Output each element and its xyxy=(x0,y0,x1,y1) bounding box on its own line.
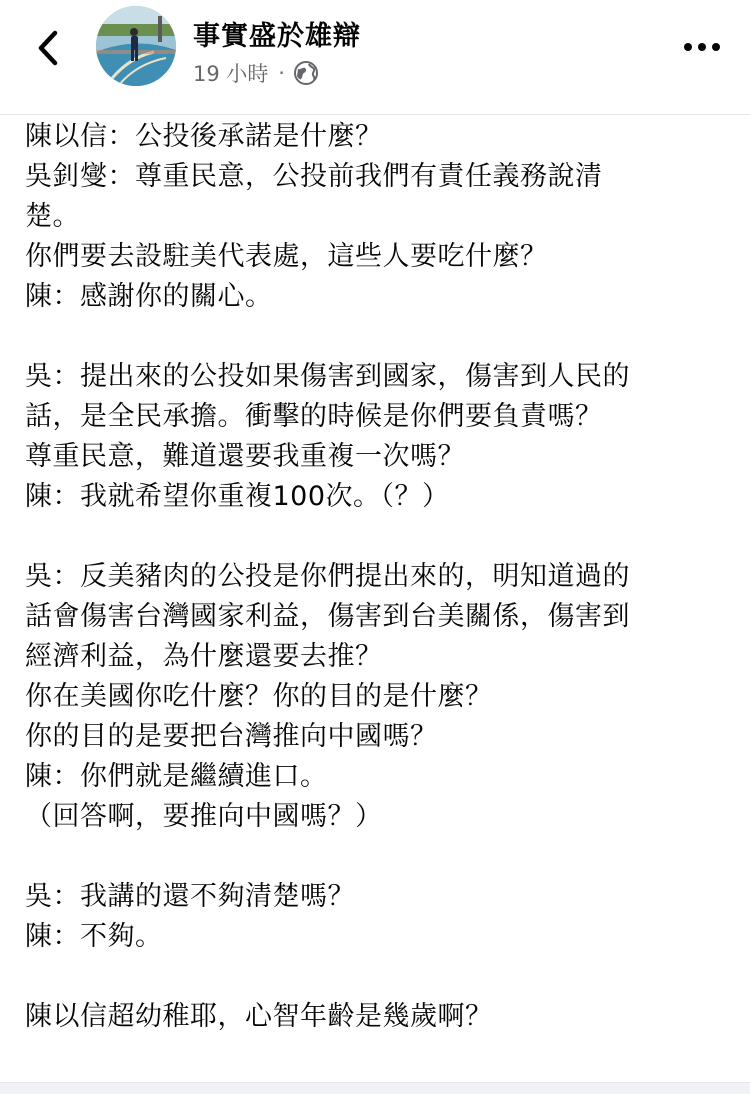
post-line: （回答啊，要推向中國嗎？） xyxy=(25,801,383,832)
post-line: 話會傷害台灣國家利益，傷害到台美關係，傷害到 xyxy=(25,601,630,632)
post-line: 你在美國你吃什麼？你的目的是什麼？ xyxy=(25,681,493,712)
avatar[interactable] xyxy=(96,6,176,86)
post-meta xyxy=(193,58,319,88)
chevron-left-icon xyxy=(36,30,60,66)
post-line-blank xyxy=(25,957,725,997)
post-line: 陳：我就希望你重複100次。（？） xyxy=(25,481,450,512)
back-button[interactable] xyxy=(28,22,68,74)
post-line: 陳：不夠。 xyxy=(25,921,163,952)
post-line: 你們要去設駐美代表處，這些人要吃什麼？ xyxy=(25,241,548,272)
post-text xyxy=(25,117,725,1037)
post-line-blank xyxy=(25,837,725,877)
post-line: 吳：我講的還不夠清楚嗎？ xyxy=(25,881,355,912)
post-line: 吳釗燮：尊重民意，公投前我們有責任義務說清 xyxy=(25,161,603,192)
post-line: 陳以信：公投後承諾是什麼？ xyxy=(25,121,383,152)
post-timestamp[interactable]: 19 小時 xyxy=(193,62,269,86)
post-header xyxy=(0,0,750,112)
post-line: 經濟利益，為什麼還要去推？ xyxy=(25,641,383,672)
post-bottom-separator xyxy=(0,1082,750,1094)
post-line-blank xyxy=(25,317,725,357)
post-line: 尊重民意，難道還要我重複一次嗎？ xyxy=(25,441,465,472)
post-line: 楚。 xyxy=(25,201,80,232)
post-line: 陳以信超幼稚耶，心智年齡是幾歲啊？ xyxy=(25,1001,493,1032)
header-divider xyxy=(0,114,750,115)
post-line: 吳：提出來的公投如果傷害到國家，傷害到人民的 xyxy=(25,361,630,392)
post-line: 你的目的是要把台灣推向中國嗎？ xyxy=(25,721,438,752)
post-line-blank xyxy=(25,517,725,557)
post-line: 陳：感謝你的關心。 xyxy=(25,281,273,312)
globe-icon[interactable] xyxy=(293,60,319,86)
avatar-image xyxy=(96,6,176,86)
meta-separator: · xyxy=(278,61,285,85)
more-options-button[interactable] xyxy=(680,30,724,64)
post-line: 吳：反美豬肉的公投是你們提出來的，明知道過的 xyxy=(25,561,630,592)
author-name[interactable]: 事實盛於雄辯 xyxy=(193,21,361,52)
more-horizontal-icon xyxy=(683,42,721,52)
post-line: 陳：你們就是繼續進口。 xyxy=(25,761,328,792)
post-line: 話，是全民承擔。衝擊的時候是你們要負責嗎？ xyxy=(25,401,603,432)
